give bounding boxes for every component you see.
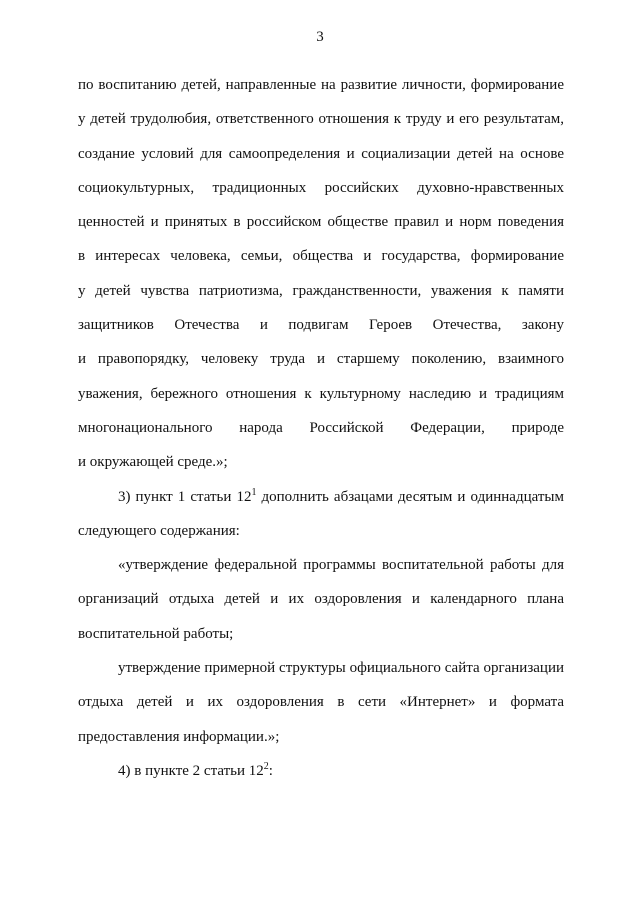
text-line bbox=[78, 308, 564, 342]
superscript-index: 2 bbox=[263, 760, 269, 772]
line-text: воспитательной работы; bbox=[78, 625, 234, 642]
page-number: 3 bbox=[316, 29, 324, 45]
text-line bbox=[78, 514, 564, 548]
text-line bbox=[78, 651, 564, 685]
line-text: и правопорядку, человеку труда и старшему поколению, взаимного bbox=[78, 351, 564, 368]
line-text: по воспитанию детей, направленные на развитие личности, формирование bbox=[78, 77, 564, 93]
text-line bbox=[78, 377, 564, 411]
text-line bbox=[78, 205, 564, 239]
text-line bbox=[78, 68, 564, 102]
line-text: создание условий для самоопределения и социализации детей на основе bbox=[78, 145, 564, 162]
line-text: утверждение примерной структуры официального сайта организации bbox=[118, 660, 564, 677]
text-line bbox=[78, 171, 564, 205]
text-line bbox=[78, 411, 564, 445]
text-line bbox=[78, 685, 564, 719]
line-text: и окружающей среде.»; bbox=[78, 454, 228, 471]
line-text: «утверждение федеральной программы воспитательной работы для bbox=[118, 557, 564, 574]
line-text: следующего содержания: bbox=[78, 522, 240, 539]
text-line bbox=[78, 480, 564, 514]
text-line bbox=[78, 548, 564, 582]
text-line bbox=[78, 754, 564, 788]
line-text: у детей трудолюбия, ответственного отношения к труду и его результатам, bbox=[78, 111, 564, 128]
line-text: социокультурных, традиционных российских духовно-нравственных bbox=[78, 179, 564, 196]
line-text: защитников Отечества и подвигам Героев Отечества, закону bbox=[78, 317, 564, 334]
line-text: ценностей и принятых в российском обществе правил и норм поведения bbox=[78, 214, 564, 231]
line-text: 3) пункт 1 статьи 12 bbox=[118, 488, 252, 505]
line-text: предоставления информации.»; bbox=[78, 728, 280, 745]
line-text-continued: : bbox=[268, 762, 273, 779]
line-text: многонационального народа Российской Федерации, природе bbox=[78, 419, 564, 436]
superscript-index: 1 bbox=[251, 486, 257, 498]
line-text: организаций отдыха детей и их оздоровления и календарного плана bbox=[78, 591, 564, 608]
text-line bbox=[78, 342, 564, 376]
line-text: отдыха детей и их оздоровления в сети «Интернет» и формата bbox=[78, 694, 564, 711]
line-text-continued: дополнить абзацами десятым и одиннадцатым bbox=[256, 488, 564, 505]
text-line bbox=[78, 582, 564, 616]
line-text: уважения, бережного отношения к культурному наследию и традициям bbox=[78, 385, 564, 402]
document-body bbox=[78, 68, 564, 788]
line-text: 4) в пункте 2 статьи 12 bbox=[118, 762, 264, 779]
text-line bbox=[78, 274, 564, 308]
line-text: в интересах человека, семьи, общества и государства, формирование bbox=[78, 248, 564, 265]
text-line bbox=[78, 445, 564, 479]
text-line bbox=[78, 239, 564, 273]
text-line bbox=[78, 102, 564, 136]
text-line bbox=[78, 617, 564, 651]
text-line bbox=[78, 137, 564, 171]
line-text: у детей чувства патриотизма, гражданственности, уважения к памяти bbox=[78, 282, 564, 299]
text-line bbox=[78, 720, 564, 754]
